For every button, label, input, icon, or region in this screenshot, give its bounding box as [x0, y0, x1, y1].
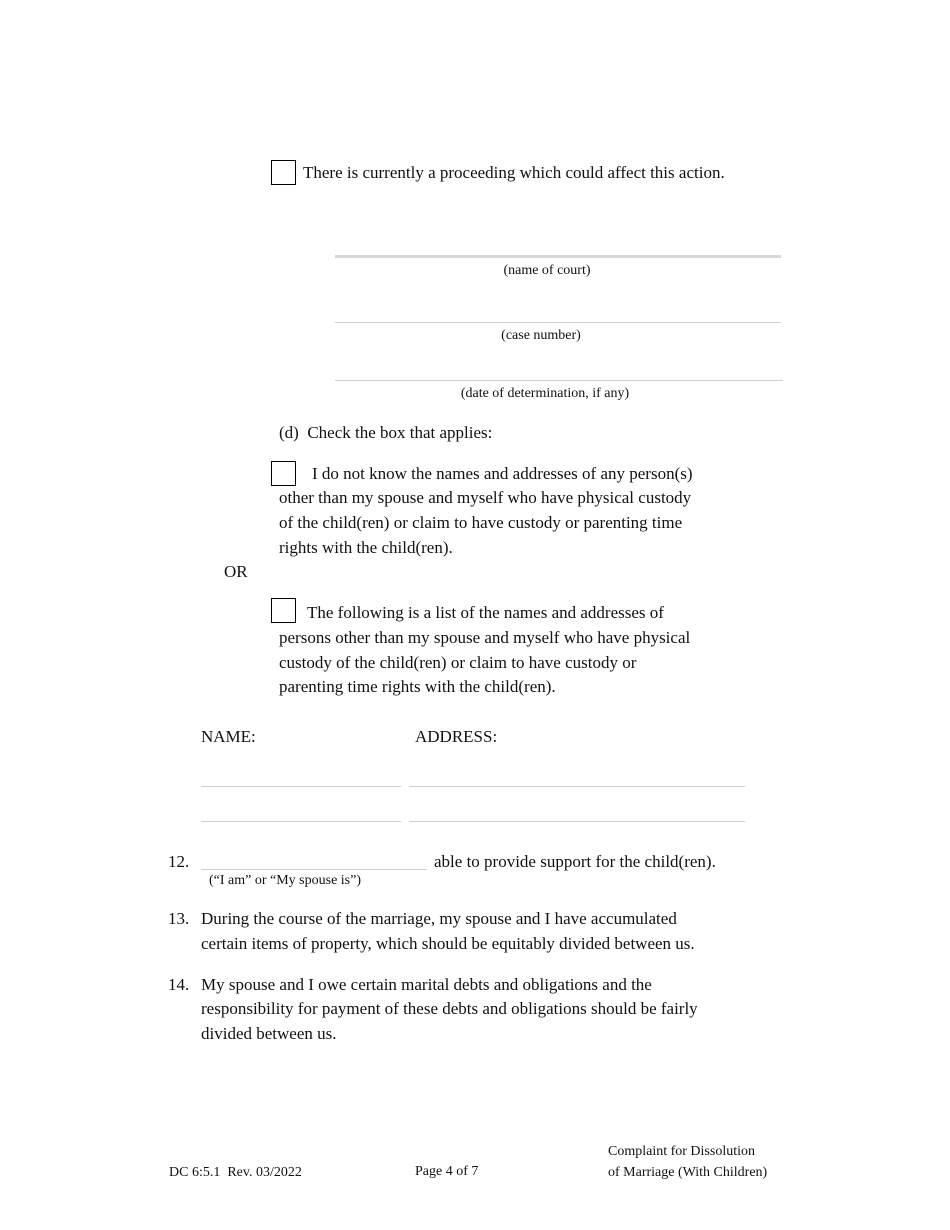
name-column-header: NAME: [201, 727, 256, 746]
case-number-caption: (case number) [501, 328, 581, 343]
proceeding-checkbox-label: There is currently a proceeding which could affect this action. [303, 163, 725, 182]
address-field-row-1[interactable] [409, 786, 745, 787]
item14-line-3: divided between us. [201, 1024, 337, 1043]
footer-page-number: Page 4 of 7 [415, 1164, 479, 1179]
name-of-court-field[interactable] [335, 255, 781, 258]
option1-checkbox[interactable] [271, 461, 296, 486]
item13-line-2: certain items of property, which should be equitably divided between us. [201, 934, 695, 953]
item14-number: 14. [168, 975, 190, 994]
option1-line-1: I do not know the names and addresses of any person(s) [312, 464, 693, 483]
case-number-field[interactable] [335, 322, 781, 323]
option1-line-3: of the child(ren) or claim to have custody or parenting time [279, 513, 683, 532]
option2-line-4: parenting time rights with the child(ren). [279, 677, 556, 696]
footer-title-line-2: of Marriage (With Children) [608, 1165, 768, 1180]
item12-caption: (“I am” or “My spouse is”) [209, 873, 362, 888]
item-d-heading: (d) Check the box that applies: [279, 423, 493, 442]
item12-number: 12. [168, 852, 190, 871]
option2-line-1: The following is a list of the names and addresses of [307, 603, 664, 622]
support-party-field[interactable] [201, 869, 427, 870]
item12-text: able to provide support for the child(ren). [434, 852, 716, 871]
footer-form-id: DC 6:5.1 Rev. 03/2022 [169, 1165, 302, 1180]
or-label: OR [224, 562, 248, 581]
option1-line-4: rights with the child(ren). [279, 538, 453, 557]
item14-line-2: responsibility for payment of these debts and obligations should be fairly [201, 999, 698, 1018]
item13-line-1: During the course of the marriage, my spouse and I have accumulated [201, 909, 677, 928]
item13-number: 13. [168, 909, 190, 928]
address-field-row-2[interactable] [409, 821, 745, 822]
name-field-row-1[interactable] [201, 786, 401, 787]
option1-line-2: other than my spouse and myself who have physical custody [279, 488, 692, 507]
option2-checkbox[interactable] [271, 598, 296, 623]
item14-line-1: My spouse and I owe certain marital debts and obligations and the [201, 975, 652, 994]
address-column-header: ADDRESS: [415, 727, 498, 746]
date-of-determination-caption: (date of determination, if any) [460, 386, 630, 401]
date-of-determination-field[interactable] [335, 380, 783, 381]
option2-line-2: persons other than my spouse and myself who have physical [279, 628, 691, 647]
proceeding-checkbox[interactable] [271, 160, 296, 185]
name-of-court-caption: (name of court) [503, 263, 591, 278]
option2-line-3: custody of the child(ren) or claim to have custody or [279, 653, 637, 672]
footer-title-line-1: Complaint for Dissolution [608, 1144, 755, 1159]
name-field-row-2[interactable] [201, 821, 401, 822]
